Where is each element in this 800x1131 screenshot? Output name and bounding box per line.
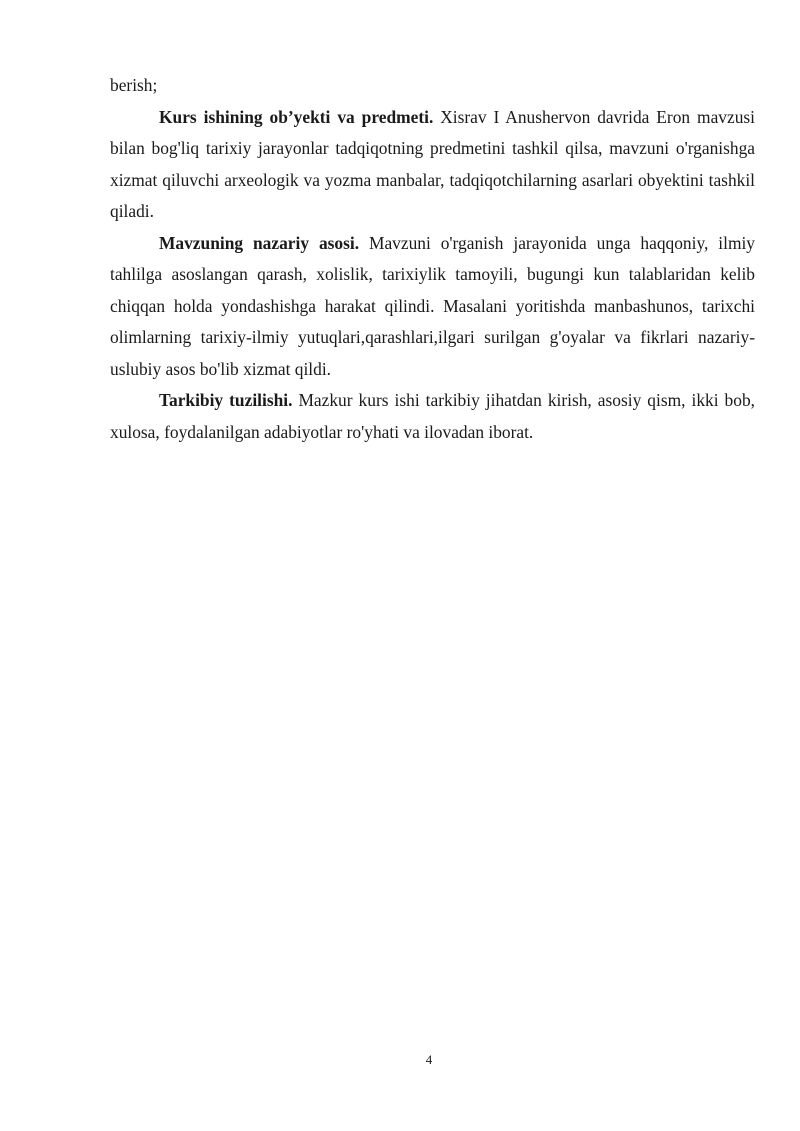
paragraph-theoretical-basis (110, 228, 755, 386)
page-body (110, 70, 755, 448)
paragraph-text: Mavzuni o'rganish jarayonida unga haqqoniy, ilmiy tahlilga asoslangan qarash, xolislik, tarixiylik tamoyili, bugungi kun talablaridan kelib chiqqan holda yondashishga harakat qilindi. Masalani yoritishda manbashunos, tarixchi olimlarning tarixiy-ilmiy yutuqlari,qarashlari,ilgari surilgan g'oyalar va fikrlari nazariy- uslubiy asos bo'lib xizmat qildi. (110, 232, 755, 379)
paragraph-object-subject (110, 102, 755, 228)
paragraph-heading: Tarkibiy tuzilishi. (159, 390, 293, 410)
continuation-text: berish; (110, 75, 158, 95)
paragraph-heading: Kurs ishining ob’yekti va predmeti. (159, 106, 434, 127)
paragraph-heading: Mavzuning nazariy asosi. (159, 232, 360, 253)
page-number: 4 (425, 1052, 433, 1067)
paragraph-text: Mazkur kurs ishi tarkibiy jihatdan kirish, asosiy qism, ikki bob, xulosa, foydalanilgan adabiyotlar ro'yhati va ilovadan iborat. (110, 390, 755, 442)
paragraph-text: Xisrav I Anushervon davrida Eron mavzusi bilan bog'liq tarixiy jarayonlar tadqiqotning predmetini tashkil qilsa, mavzuni o'rganishga xizmat qiluvchi arxeologik va yozma manbalar, tadqiqotchilarning asarlari obyektini tashkil qiladi. (110, 106, 755, 221)
paragraph-structure (110, 385, 755, 448)
